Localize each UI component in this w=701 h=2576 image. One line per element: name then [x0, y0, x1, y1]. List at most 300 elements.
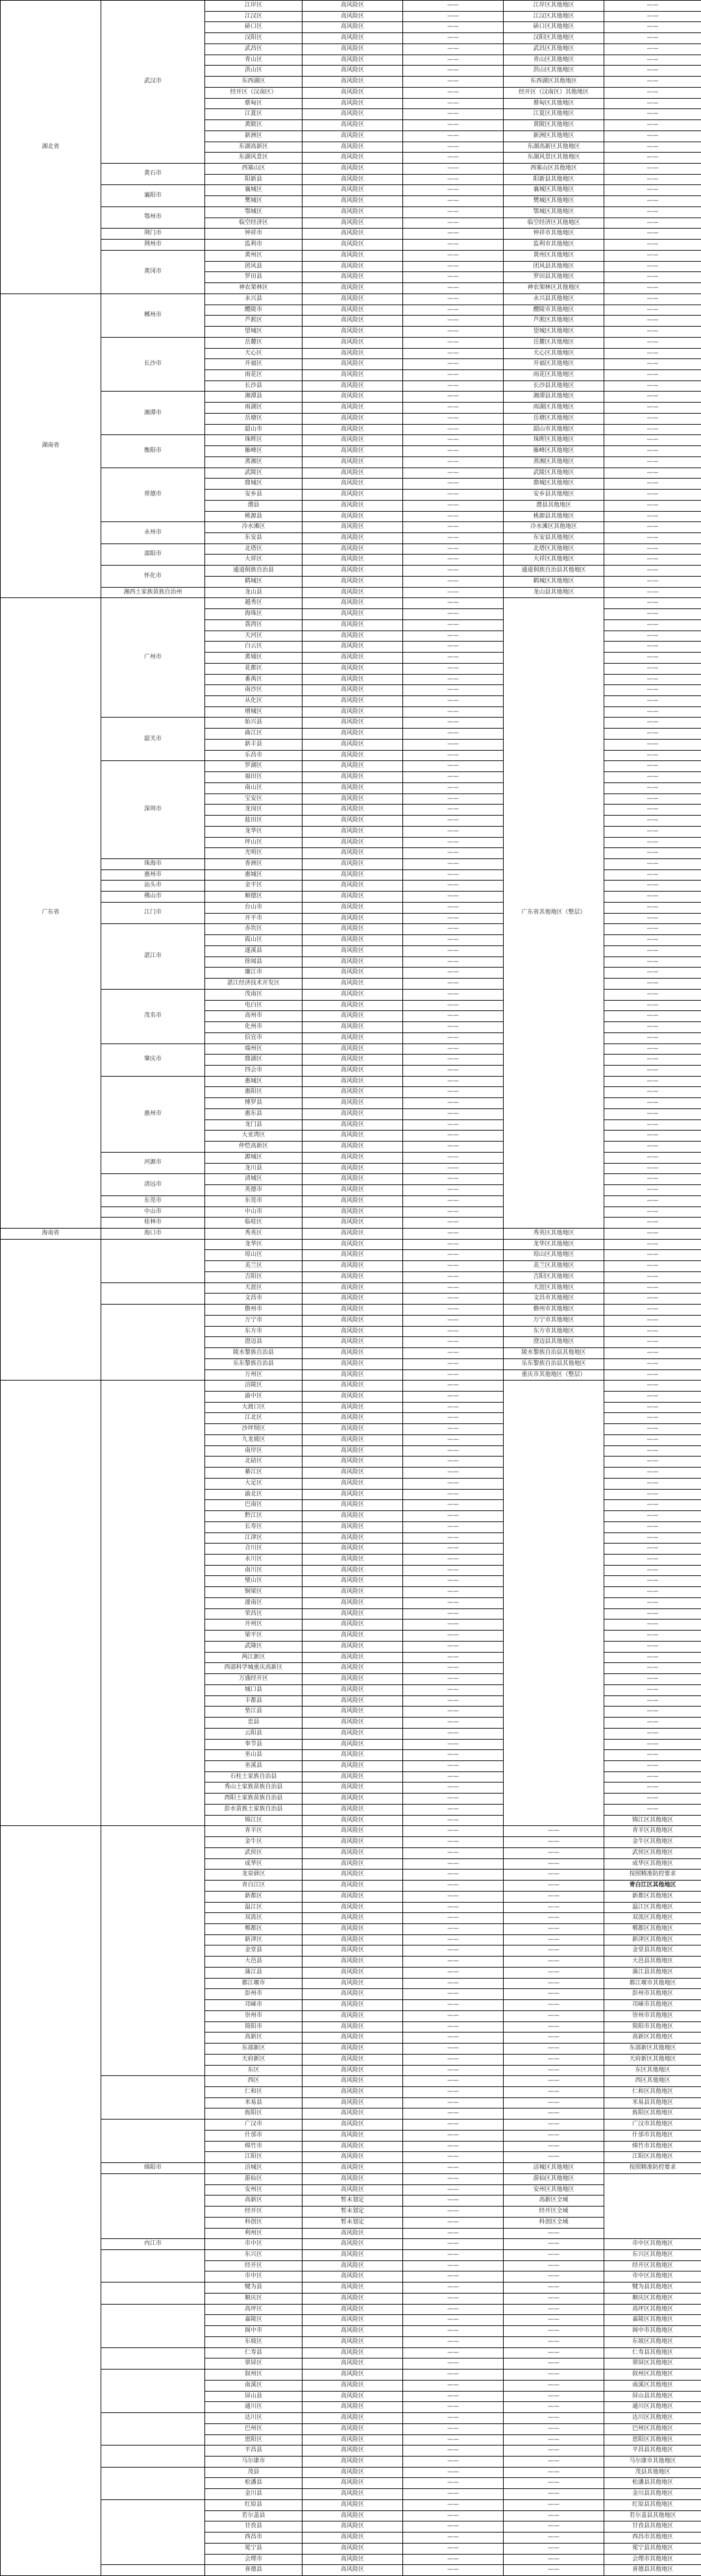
mid-risk-cell: ——: [403, 1641, 504, 1652]
high-risk-cell: 高风险区: [302, 1631, 403, 1642]
low-risk-cell: 雨湖区其他地区: [504, 403, 604, 414]
low-risk-cell: ——: [504, 2087, 604, 2098]
other-cell: 都江堰市其他地区: [604, 1978, 701, 1989]
mid-risk-cell: ——: [403, 1652, 504, 1663]
mid-risk-cell: ——: [403, 2347, 504, 2358]
high-risk-cell: 高风险区: [302, 1739, 403, 1750]
low-risk-cell: 龙山县其他地区: [504, 587, 604, 598]
city-cell: 衡阳市: [101, 435, 205, 468]
district-cell: 岳麓区: [205, 337, 302, 348]
mid-risk-cell: ——: [403, 805, 504, 816]
other-cell: ——: [604, 587, 701, 598]
mid-risk-cell: ——: [403, 153, 504, 164]
other-cell: ——: [604, 1271, 701, 1282]
high-risk-cell: 高风险区: [302, 196, 403, 207]
district-cell: 惠城区: [205, 1076, 302, 1087]
district-cell: 金牛区: [205, 1837, 302, 1848]
low-risk-cell: ——: [504, 1957, 604, 1968]
high-risk-cell: 高风险区: [302, 1174, 403, 1185]
low-risk-cell: 岳麓区其他地区: [504, 337, 604, 348]
other-cell: ——: [604, 945, 701, 957]
district-cell: 屏山县: [205, 2391, 302, 2402]
mid-risk-cell: ——: [403, 55, 504, 66]
other-cell: ——: [604, 1000, 701, 1011]
high-risk-cell: 高风险区: [302, 1348, 403, 1359]
mid-risk-cell: ——: [403, 826, 504, 837]
low-risk-cell: ——: [504, 2228, 604, 2239]
district-cell: 蔡甸区: [205, 98, 302, 109]
high-risk-cell: 高风险区: [302, 2152, 403, 2163]
mid-risk-cell: ——: [403, 1207, 504, 1218]
city-cell: 荆门市: [101, 229, 205, 240]
district-cell: 东兴区: [205, 2250, 302, 2261]
high-risk-cell: 高风险区: [302, 1424, 403, 1435]
low-risk-cell: ——: [504, 2402, 604, 2413]
district-cell: 绵竹市: [205, 2141, 302, 2152]
district-cell: 永川区: [205, 1555, 302, 1566]
district-cell: 珠晖区: [205, 435, 302, 446]
mid-risk-cell: ——: [403, 881, 504, 892]
other-cell: 成华区其他地区: [604, 1858, 701, 1869]
mid-risk-cell: ——: [403, 2239, 504, 2250]
district-cell: 江北区: [205, 1413, 302, 1424]
district-cell: 安乡县: [205, 490, 302, 501]
district-cell: 蒸湘区: [205, 456, 302, 468]
high-risk-cell: 高风险区: [302, 2044, 403, 2055]
mid-risk-cell: ——: [403, 2304, 504, 2315]
mid-risk-cell: ——: [403, 87, 504, 98]
low-risk-cell: 湘潭县其他地区: [504, 392, 604, 403]
mid-risk-cell: ——: [403, 22, 504, 33]
high-risk-cell: 高风险区: [302, 957, 403, 968]
mid-risk-cell: ——: [403, 174, 504, 185]
district-cell: 福田区: [205, 772, 302, 783]
mid-risk-cell: ——: [403, 1131, 504, 1142]
high-risk-cell: 高风险区: [302, 1468, 403, 1479]
high-risk-cell: 高风险区: [302, 2565, 403, 2576]
high-risk-cell: 高风险区: [302, 782, 403, 794]
city-cell: 鄂州市: [101, 206, 205, 228]
district-cell: 忠县: [205, 1718, 302, 1729]
high-risk-cell: 高风险区: [302, 2076, 403, 2087]
high-risk-cell: 高风险区: [302, 750, 403, 761]
low-risk-cell: ——: [504, 2010, 604, 2021]
other-cell: ——: [604, 1239, 701, 1250]
high-risk-cell: 高风险区: [302, 598, 403, 609]
other-cell: ——: [604, 859, 701, 870]
district-cell: 天涯区: [205, 1282, 302, 1294]
district-cell: 嘉陵区: [205, 2315, 302, 2326]
high-risk-cell: 高风险区: [302, 1413, 403, 1424]
mid-risk-cell: ——: [403, 369, 504, 381]
district-cell: 洪山区: [205, 66, 302, 77]
other-cell: ——: [604, 1087, 701, 1098]
district-cell: 西区: [205, 2076, 302, 2087]
high-risk-cell: 高风险区: [302, 1228, 403, 1239]
mid-risk-cell: ——: [403, 2413, 504, 2424]
high-risk-cell: 高风险区: [302, 848, 403, 859]
district-cell: 龙岗区: [205, 805, 302, 816]
district-cell: 利州区: [205, 2228, 302, 2239]
mid-risk-cell: ——: [403, 1076, 504, 1087]
district-cell: 松潘县: [205, 2478, 302, 2489]
district-cell: 茂南区: [205, 989, 302, 1000]
province-cell: 广东省: [1, 598, 101, 1229]
district-cell: 顺德区: [205, 892, 302, 903]
district-cell: 源城区: [205, 1152, 302, 1163]
mid-risk-cell: ——: [403, 663, 504, 674]
low-risk-cell: 临空经济区其他地区: [504, 218, 604, 229]
district-cell: 达川区: [205, 2413, 302, 2424]
high-risk-cell: 高风险区: [302, 2543, 403, 2554]
high-risk-cell: 高风险区: [302, 1858, 403, 1869]
other-cell: ——: [604, 696, 701, 707]
high-risk-cell: 高风险区: [302, 359, 403, 370]
mid-risk-cell: ——: [403, 859, 504, 870]
high-risk-cell: 高风险区: [302, 109, 403, 120]
high-risk-cell: 高风险区: [302, 1381, 403, 1392]
district-cell: 黄州区: [205, 250, 302, 261]
other-cell: ——: [604, 1381, 701, 1392]
low-risk-cell: ——: [504, 2250, 604, 2261]
low-risk-cell: ——: [504, 1913, 604, 1924]
high-risk-cell: 高风险区: [302, 435, 403, 446]
high-risk-cell: 高风险区: [302, 327, 403, 338]
district-cell: 巫山县: [205, 1750, 302, 1761]
city-cell: 惠州市: [101, 1076, 205, 1152]
high-risk-cell: 高风险区: [302, 1608, 403, 1619]
district-cell: 樊城区: [205, 196, 302, 207]
other-cell: ——: [604, 250, 701, 261]
high-risk-cell: 高风险区: [302, 935, 403, 946]
high-risk-cell: 高风险区: [302, 283, 403, 294]
district-cell: 天心区: [205, 348, 302, 359]
other-cell: 甘孜县其他地区: [604, 2521, 701, 2532]
table-row: [1, 1239, 701, 1250]
other-cell: 邛崃市其他地区: [604, 2000, 701, 2011]
low-risk-cell: ——: [504, 1858, 604, 1869]
table-row: [1, 2413, 701, 2424]
high-risk-cell: 高风险区: [302, 2434, 403, 2445]
mid-risk-cell: ——: [403, 490, 504, 501]
province-cell: [1, 1826, 101, 2576]
high-risk-cell: 高风险区: [302, 1315, 403, 1326]
high-risk-cell: 高风险区: [302, 1098, 403, 1109]
other-cell: 巴州区其他地区: [604, 2423, 701, 2434]
mid-risk-cell: ——: [403, 2097, 504, 2108]
other-cell: ——: [604, 750, 701, 761]
district-cell: 青白江区: [205, 1881, 302, 1892]
low-risk-cell: 监利市其他地区: [504, 240, 604, 251]
table-row: [1, 164, 701, 175]
high-risk-cell: 高风险区: [302, 98, 403, 109]
high-risk-cell: 高风险区: [302, 619, 403, 631]
high-risk-cell: 高风险区: [302, 544, 403, 555]
district-cell: 光明区: [205, 848, 302, 859]
high-risk-cell: 高风险区: [302, 2260, 403, 2271]
district-cell: 通道侗族自治县: [205, 566, 302, 577]
high-risk-cell: 高风险区: [302, 142, 403, 153]
low-risk-cell: 雨花区其他地区: [504, 369, 604, 381]
low-risk-cell: ——: [504, 1978, 604, 1989]
low-risk-cell: 罗田县其他地区: [504, 272, 604, 283]
mid-risk-cell: ——: [403, 1282, 504, 1294]
other-cell: ——: [604, 403, 701, 414]
low-risk-cell: 涪城区其他地区: [504, 2163, 604, 2174]
mid-risk-cell: ——: [403, 957, 504, 968]
low-risk-cell: ——: [504, 2370, 604, 2381]
high-risk-cell: 高风险区: [302, 218, 403, 229]
high-risk-cell: 高风险区: [302, 663, 403, 674]
mid-risk-cell: ——: [403, 66, 504, 77]
district-cell: 英德市: [205, 1185, 302, 1196]
mid-risk-cell: ——: [403, 142, 504, 153]
high-risk-cell: 高风险区: [302, 1065, 403, 1076]
other-cell: ——: [604, 456, 701, 468]
low-risk-cell: ——: [504, 2565, 604, 2576]
mid-risk-cell: ——: [403, 1695, 504, 1707]
high-risk-cell: 高风险区: [302, 1358, 403, 1369]
other-cell: 东部新区其他地区: [604, 2044, 701, 2055]
low-risk-cell: ——: [504, 1869, 604, 1881]
district-cell: 游仙区: [205, 2173, 302, 2184]
low-risk-cell: ——: [504, 1891, 604, 1902]
mid-risk-cell: ——: [403, 1739, 504, 1750]
high-risk-cell: 高风险区: [302, 1957, 403, 1968]
high-risk-cell: 高风险区: [302, 685, 403, 696]
other-cell: ——: [604, 1174, 701, 1185]
high-risk-cell: 高风险区: [302, 131, 403, 142]
city-cell: 黄冈市: [101, 250, 205, 294]
mid-risk-cell: ——: [403, 2271, 504, 2282]
other-cell: 东兴区其他地区: [604, 2250, 701, 2261]
mid-risk-cell: ——: [403, 316, 504, 327]
district-cell: 武侯区: [205, 1847, 302, 1858]
other-cell: 温江区其他地区: [604, 1902, 701, 1913]
low-risk-cell: 阳新县其他地区: [504, 174, 604, 185]
district-cell: 长寿区: [205, 1521, 302, 1532]
other-cell: 马尔康市其他地区: [604, 2456, 701, 2467]
mid-risk-cell: ——: [403, 1923, 504, 1934]
district-cell: 儋州市: [205, 1305, 302, 1316]
district-cell: 番禺区: [205, 674, 302, 685]
low-risk-cell: 鄂城区其他地区: [504, 206, 604, 218]
other-cell: ——: [604, 1576, 701, 1587]
other-cell: ——: [604, 305, 701, 316]
high-risk-cell: 高风险区: [302, 1457, 403, 1468]
mid-risk-cell: ——: [403, 1837, 504, 1848]
district-cell: 沙坪坝区: [205, 1424, 302, 1435]
other-cell: ——: [604, 1631, 701, 1642]
high-risk-cell: 高风险区: [302, 1142, 403, 1153]
district-cell: 高州市: [205, 1011, 302, 1022]
mid-risk-cell: ——: [403, 2370, 504, 2381]
low-risk-cell: 汉阳区其他地区: [504, 33, 604, 44]
mid-risk-cell: ——: [403, 218, 504, 229]
high-risk-cell: 高风险区: [302, 1152, 403, 1163]
other-cell: 金堂县其他地区: [604, 1945, 701, 1957]
district-cell: 经开区（汉南区）: [205, 87, 302, 98]
table-row: [1, 185, 701, 196]
district-cell: 江岸区: [205, 1, 302, 12]
mid-risk-cell: ——: [403, 2032, 504, 2044]
district-cell: 璧山区: [205, 1576, 302, 1587]
mid-risk-cell: ——: [403, 544, 504, 555]
district-cell: 巴南区: [205, 1500, 302, 1511]
mid-risk-cell: ——: [403, 1771, 504, 1782]
mid-risk-cell: ——: [403, 1565, 504, 1576]
high-risk-cell: 高风险区: [302, 1847, 403, 1858]
district-cell: 盐田区: [205, 816, 302, 827]
low-risk-cell: 龙华区其他地区: [504, 1239, 604, 1250]
high-risk-cell: 高风险区: [302, 739, 403, 750]
mid-risk-cell: ——: [403, 77, 504, 88]
high-risk-cell: 高风险区: [302, 403, 403, 414]
high-risk-cell: 高风险区: [302, 1294, 403, 1305]
district-cell: 高新区: [205, 2032, 302, 2044]
other-cell: ——: [604, 446, 701, 457]
city-cell: 汕头市: [101, 881, 205, 892]
district-cell: 郫都区: [205, 1923, 302, 1934]
low-risk-cell: 文昌市其他地区: [504, 1294, 604, 1305]
other-cell: ——: [604, 1055, 701, 1066]
low-risk-cell: ——: [504, 2260, 604, 2271]
other-cell: ——: [604, 1282, 701, 1294]
low-risk-cell: 吉阳区其他地区: [504, 1271, 604, 1282]
high-risk-cell: 高风险区: [302, 2347, 403, 2358]
other-cell: ——: [604, 1032, 701, 1044]
mid-risk-cell: ——: [403, 2228, 504, 2239]
low-risk-cell: ——: [504, 2358, 604, 2370]
table-row: [1, 392, 701, 403]
high-risk-cell: 高风险区: [302, 1, 403, 12]
high-risk-cell: 高风险区: [302, 1967, 403, 1978]
province-cell: 湖南省: [1, 294, 101, 598]
low-risk-cell: ——: [504, 2032, 604, 2044]
mid-risk-cell: ——: [403, 1108, 504, 1119]
low-risk-cell: 神农架林区其他地区: [504, 283, 604, 294]
low-risk-cell: 秀英区其他地区: [504, 1228, 604, 1239]
low-risk-cell: ——: [504, 2141, 604, 2152]
other-cell: ——: [604, 935, 701, 946]
other-cell: ——: [604, 87, 701, 98]
mid-risk-cell: ——: [403, 1424, 504, 1435]
high-risk-cell: 高风险区: [302, 2000, 403, 2011]
high-risk-cell: 高风险区: [302, 1804, 403, 1815]
table-row: [1, 598, 701, 609]
district-cell: 东区: [205, 2065, 302, 2076]
district-cell: 石柱土家族自治县: [205, 1771, 302, 1782]
other-cell: ——: [604, 1663, 701, 1674]
other-cell: ——: [604, 957, 701, 968]
other-cell: ——: [604, 1261, 701, 1272]
mid-risk-cell: ——: [403, 598, 504, 609]
mid-risk-cell: ——: [403, 1445, 504, 1457]
mid-risk-cell: ——: [403, 1707, 504, 1718]
high-risk-cell: 高风险区: [302, 511, 403, 522]
district-cell: 锦江区: [205, 1815, 302, 1826]
low-risk-cell: ——: [504, 2521, 604, 2532]
mid-risk-cell: ——: [403, 185, 504, 196]
city-cell: [101, 2499, 205, 2564]
high-risk-cell: 高风险区: [302, 2163, 403, 2174]
low-risk-cell: 芦淞区其他地区: [504, 316, 604, 327]
district-cell: 惠城区: [205, 869, 302, 881]
low-risk-cell: 通道侗族自治县其他地区: [504, 566, 604, 577]
other-cell: 仁和区其他地区: [604, 2087, 701, 2098]
city-cell: [101, 2250, 205, 2282]
table-row: [1, 587, 701, 598]
district-cell: 神农架林区: [205, 283, 302, 294]
other-cell: 西昌市其他地区: [604, 2532, 701, 2544]
other-cell: ——: [604, 1771, 701, 1782]
mid-risk-cell: ——: [403, 1142, 504, 1153]
mid-risk-cell: ——: [403, 913, 504, 924]
high-risk-cell: 高风险区: [302, 1022, 403, 1033]
district-cell: 仁寿县: [205, 2347, 302, 2358]
district-cell: 什邡市: [205, 2130, 302, 2141]
mid-risk-cell: ——: [403, 1619, 504, 1631]
district-cell: 澄迈县: [205, 1337, 302, 1348]
district-cell: 渝北区: [205, 1489, 302, 1500]
high-risk-cell: 高风险区: [302, 1663, 403, 1674]
mid-risk-cell: ——: [403, 1315, 504, 1326]
high-risk-cell: 高风险区: [302, 250, 403, 261]
other-cell: 江阳区其他地区: [604, 2152, 701, 2163]
mid-risk-cell: ——: [403, 2336, 504, 2347]
district-cell: 大祥区: [205, 555, 302, 566]
other-cell: ——: [604, 663, 701, 674]
high-risk-cell: 高风险区: [302, 1000, 403, 1011]
high-risk-cell: 高风险区: [302, 1532, 403, 1544]
city-cell: [101, 2370, 205, 2413]
other-cell: ——: [604, 979, 701, 990]
mid-risk-cell: ——: [403, 1597, 504, 1608]
high-risk-cell: 高风险区: [302, 729, 403, 740]
low-risk-cell: ——: [504, 2282, 604, 2294]
other-cell: ——: [604, 359, 701, 370]
low-risk-cell: 蔡甸区其他地区: [504, 98, 604, 109]
high-risk-cell: 高风险区: [302, 1369, 403, 1381]
low-risk-cell: 澧县其他地区: [504, 500, 604, 511]
high-risk-cell: 高风险区: [302, 859, 403, 870]
mid-risk-cell: ——: [403, 479, 504, 490]
high-risk-cell: 高风险区: [302, 1185, 403, 1196]
other-cell: ——: [604, 1152, 701, 1163]
city-cell: 桂林市: [101, 1218, 205, 1229]
high-risk-cell: 高风险区: [302, 1239, 403, 1250]
district-cell: 大渡口区: [205, 1402, 302, 1413]
mid-risk-cell: ——: [403, 674, 504, 685]
district-cell: 坪山区: [205, 837, 302, 848]
high-risk-cell: 高风险区: [302, 1902, 403, 1913]
mid-risk-cell: ——: [403, 435, 504, 446]
other-cell: ——: [604, 131, 701, 142]
district-cell: 垫江县: [205, 1707, 302, 1718]
high-risk-cell: 高风险区: [302, 2499, 403, 2510]
district-cell: 开平市: [205, 913, 302, 924]
mid-risk-cell: ——: [403, 2489, 504, 2500]
mid-risk-cell: ——: [403, 935, 504, 946]
other-cell: ——: [604, 609, 701, 620]
city-cell: 佛山市: [101, 892, 205, 903]
high-risk-cell: 高风险区: [302, 707, 403, 718]
mid-risk-cell: ——: [403, 696, 504, 707]
high-risk-cell: 高风险区: [302, 1163, 403, 1174]
district-cell: 黔江区: [205, 1511, 302, 1522]
other-cell: 仁寿县其他地区: [604, 2347, 701, 2358]
mid-risk-cell: ——: [403, 1065, 504, 1076]
